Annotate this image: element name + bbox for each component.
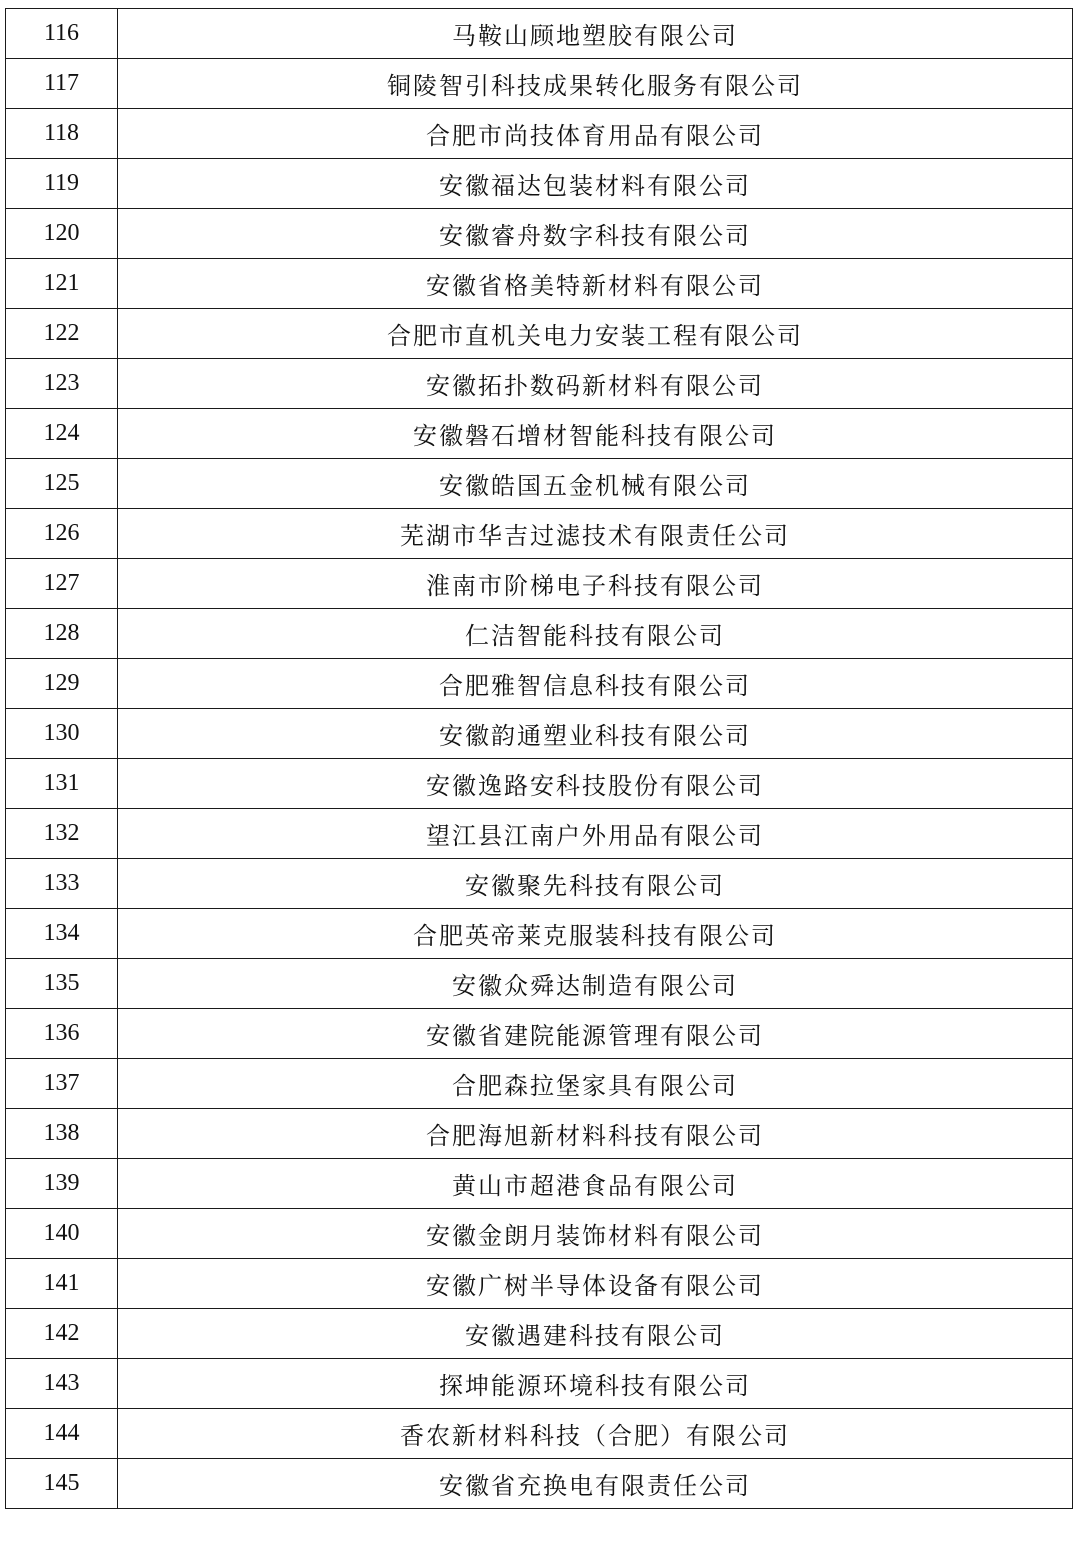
row-index: 136 [6, 1009, 118, 1059]
row-index: 118 [6, 109, 118, 159]
row-index: 124 [6, 409, 118, 459]
table-row [6, 959, 1073, 1009]
company-name: 安徽睿舟数字科技有限公司 [118, 209, 1073, 259]
company-name: 探坤能源环境科技有限公司 [118, 1359, 1073, 1409]
table-row [6, 209, 1073, 259]
company-name: 合肥市尚技体育用品有限公司 [118, 109, 1073, 159]
table-row [6, 859, 1073, 909]
row-index: 137 [6, 1059, 118, 1109]
row-index: 123 [6, 359, 118, 409]
table-row [6, 59, 1073, 109]
table-row [6, 259, 1073, 309]
company-name: 安徽聚先科技有限公司 [118, 859, 1073, 909]
company-name: 安徽金朗月装饰材料有限公司 [118, 1209, 1073, 1259]
table-row [6, 1309, 1073, 1359]
company-name: 马鞍山顾地塑胶有限公司 [118, 9, 1073, 59]
row-index: 140 [6, 1209, 118, 1259]
company-list-table [5, 8, 1073, 1509]
company-name: 香农新材料科技（合肥）有限公司 [118, 1409, 1073, 1459]
row-index: 132 [6, 809, 118, 859]
company-name: 芜湖市华吉过滤技术有限责任公司 [118, 509, 1073, 559]
company-name: 安徽韵通塑业科技有限公司 [118, 709, 1073, 759]
table-row [6, 1209, 1073, 1259]
table-row [6, 759, 1073, 809]
table-row [6, 1359, 1073, 1409]
row-index: 139 [6, 1159, 118, 1209]
company-name: 仁洁智能科技有限公司 [118, 609, 1073, 659]
company-name: 合肥海旭新材料科技有限公司 [118, 1109, 1073, 1159]
table-row [6, 109, 1073, 159]
table-row [6, 559, 1073, 609]
row-index: 130 [6, 709, 118, 759]
row-index: 131 [6, 759, 118, 809]
company-name: 安徽逸路安科技股份有限公司 [118, 759, 1073, 809]
row-index: 120 [6, 209, 118, 259]
table-row [6, 509, 1073, 559]
table-row [6, 709, 1073, 759]
company-name: 安徽福达包装材料有限公司 [118, 159, 1073, 209]
row-index: 125 [6, 459, 118, 509]
table-row [6, 1409, 1073, 1459]
row-index: 142 [6, 1309, 118, 1359]
company-name: 合肥雅智信息科技有限公司 [118, 659, 1073, 709]
row-index: 138 [6, 1109, 118, 1159]
row-index: 128 [6, 609, 118, 659]
row-index: 129 [6, 659, 118, 709]
company-name: 安徽广树半导体设备有限公司 [118, 1259, 1073, 1309]
company-name: 合肥英帝莱克服装科技有限公司 [118, 909, 1073, 959]
table-row [6, 909, 1073, 959]
table-row [6, 309, 1073, 359]
row-index: 133 [6, 859, 118, 909]
company-name: 合肥森拉堡家具有限公司 [118, 1059, 1073, 1109]
row-index: 126 [6, 509, 118, 559]
row-index: 144 [6, 1409, 118, 1459]
table-body [6, 9, 1073, 1509]
company-name: 铜陵智引科技成果转化服务有限公司 [118, 59, 1073, 109]
company-name: 安徽遇建科技有限公司 [118, 1309, 1073, 1359]
row-index: 143 [6, 1359, 118, 1409]
table-row [6, 409, 1073, 459]
table-row [6, 1009, 1073, 1059]
table-row [6, 1459, 1073, 1509]
row-index: 145 [6, 1459, 118, 1509]
row-index: 117 [6, 59, 118, 109]
row-index: 127 [6, 559, 118, 609]
row-index: 134 [6, 909, 118, 959]
table-row [6, 9, 1073, 59]
row-index: 122 [6, 309, 118, 359]
table-row [6, 459, 1073, 509]
row-index: 135 [6, 959, 118, 1009]
row-index: 141 [6, 1259, 118, 1309]
row-index: 116 [6, 9, 118, 59]
company-name: 安徽磐石增材智能科技有限公司 [118, 409, 1073, 459]
table-row [6, 1059, 1073, 1109]
table-row [6, 659, 1073, 709]
table-row [6, 359, 1073, 409]
row-index: 121 [6, 259, 118, 309]
company-name: 淮南市阶梯电子科技有限公司 [118, 559, 1073, 609]
table-row [6, 1259, 1073, 1309]
row-index: 119 [6, 159, 118, 209]
table-row [6, 809, 1073, 859]
company-name: 黄山市超港食品有限公司 [118, 1159, 1073, 1209]
table-row [6, 1109, 1073, 1159]
company-name: 安徽皓国五金机械有限公司 [118, 459, 1073, 509]
company-name: 安徽省建院能源管理有限公司 [118, 1009, 1073, 1059]
company-name: 安徽省充换电有限责任公司 [118, 1459, 1073, 1509]
company-name: 合肥市直机关电力安装工程有限公司 [118, 309, 1073, 359]
table-row [6, 1159, 1073, 1209]
company-name: 安徽众舜达制造有限公司 [118, 959, 1073, 1009]
table-row [6, 159, 1073, 209]
company-name: 安徽拓扑数码新材料有限公司 [118, 359, 1073, 409]
company-name: 安徽省格美特新材料有限公司 [118, 259, 1073, 309]
table-row [6, 609, 1073, 659]
company-name: 望江县江南户外用品有限公司 [118, 809, 1073, 859]
